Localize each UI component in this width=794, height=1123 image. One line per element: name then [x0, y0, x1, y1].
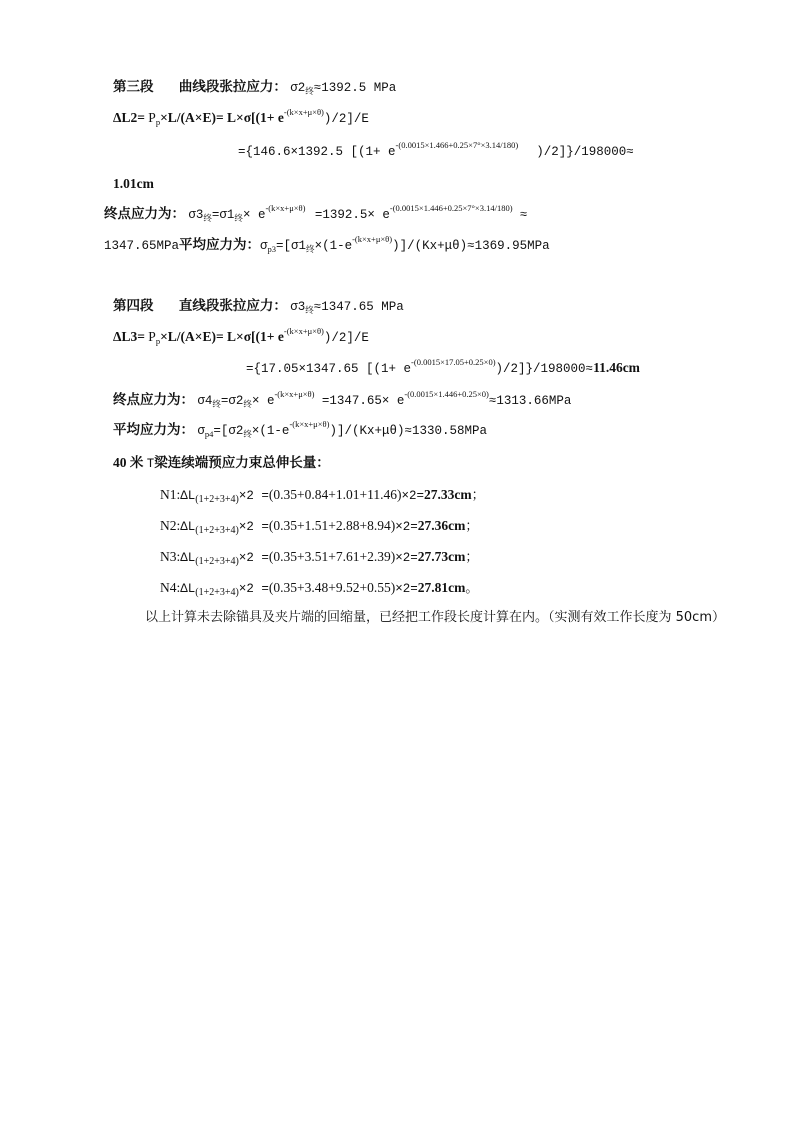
sec4-avg-end: )]/(Kx+μθ)≈1330.58MPa: [329, 424, 487, 438]
sec4-end-calc: =1347.65× e: [321, 394, 405, 408]
row-tail: ；: [465, 519, 479, 534]
sec3-end-calc: =1392.5× e: [314, 208, 390, 222]
sec4-sigma: σ3: [290, 300, 306, 314]
sec4-result: 11.46cm: [593, 360, 640, 375]
sec3-avg-sub2: 终: [306, 244, 315, 254]
sec4-p-sub: p: [155, 336, 161, 346]
sec4-dl-exp: -(k×x+μ×θ): [283, 326, 324, 336]
sec3-avg-label: 平均应力为：: [179, 237, 261, 253]
sec3-sigma-sub: 终: [305, 86, 314, 96]
sec3-dl-end: )/2]/E: [323, 112, 369, 126]
row-name: N2:: [160, 518, 181, 533]
sec4-avg-open: =[σ2: [213, 424, 244, 438]
total-row: [160, 486, 485, 505]
sec3-avg-open: =[σ1: [276, 239, 307, 253]
sec3-end-label: 终点应力为：: [104, 206, 185, 222]
row-x2: ×2=: [401, 489, 424, 503]
sec4-avg-stress: [113, 421, 487, 440]
sec4-end-value: ≈1313.66MPa: [488, 394, 572, 408]
sec3-end-exp: -(k×x+μ×θ): [265, 203, 306, 213]
sec4-end-sub2: 终: [243, 399, 252, 409]
sec3-title: 第三段: [113, 79, 154, 95]
sec4-sigma-value: ≈1347.65 MPa: [313, 300, 404, 314]
sec3-end-sigma: σ3: [188, 208, 204, 222]
row-result: 27.36cm: [417, 518, 466, 533]
row-x2: ×2=: [395, 520, 418, 534]
sec3-p: P: [148, 110, 156, 125]
sec4-end-label: 终点应力为：: [113, 392, 194, 408]
sec3-avg-stress: [104, 236, 550, 255]
row-expr: (0.35+3.48+9.52+0.55): [268, 580, 396, 595]
sec4-heading: [113, 297, 404, 316]
sec3-end-approx: ≈: [519, 208, 528, 222]
sec3-calc: [238, 142, 634, 161]
sec4-calc: [246, 359, 640, 378]
row-name: N3:: [160, 549, 181, 564]
row-expr: (0.35+1.51+2.88+8.94): [268, 518, 396, 533]
row-tail: 。: [465, 581, 479, 596]
sec3-end-sub1: 终: [203, 213, 212, 223]
sec4-end-calc-exp: -(0.0015×1.446+0.25×0): [404, 389, 489, 399]
sec4-dl-label: ΔL3=: [113, 329, 149, 344]
sec3-dl-formula: [113, 109, 369, 128]
sec4-calc-start: ={17.05×1347.65 [(1+ e: [246, 362, 412, 376]
sec4-avg-sub: p4: [204, 429, 214, 439]
row-result: 27.81cm: [417, 580, 466, 595]
row-times: ×2 =: [238, 582, 269, 596]
sec4-avg-exp: -(k×x+μ×θ): [289, 419, 330, 429]
row-name: N4:: [160, 580, 181, 595]
sec4-avg-sub2: 终: [243, 429, 252, 439]
row-sub: (1+2+3+4): [195, 556, 239, 567]
sec3-end-eq: =σ1: [211, 208, 235, 222]
sec4-sigma-sub: 终: [305, 305, 314, 315]
total-heading-t: T: [146, 457, 155, 471]
sec4-subtitle: 直线段张拉应力：: [178, 298, 287, 314]
sec3-sigma: σ2: [290, 81, 306, 95]
sec4-end-eq: =σ2: [220, 394, 244, 408]
note-paragraph: 以上计算未去除锚具及夹片端的回缩量，已经把工作段长度计算在内。（实测有效工作长度为 50cm）: [145, 610, 725, 625]
row-expr: (0.35+0.84+1.01+11.46): [268, 487, 402, 502]
sec3-result: 1.01cm: [113, 176, 154, 191]
sec4-end-sub1: 终: [212, 399, 221, 409]
sec4-avg-label: 平均应力为：: [113, 422, 194, 438]
sec4-title: 第四段: [113, 298, 154, 314]
sec4-end-sigma: σ4: [197, 394, 213, 408]
sec3-dl-rest: ×L/(A×E)= L×σ[(1+ e: [160, 110, 284, 125]
total-heading: [113, 454, 330, 473]
sec3-end-sub2: 终: [234, 213, 243, 223]
row-dl: ΔL: [180, 520, 196, 534]
row-tail: ；: [465, 550, 479, 565]
sec4-calc-exp: -(0.0015×17.05+0.25×0): [411, 357, 496, 367]
sec3-result-line: [113, 175, 154, 193]
sec3-calc-end: )/2]}/198000≈: [536, 145, 634, 159]
sec4-end-stress: [113, 391, 571, 410]
sec3-avg-end: )]/(Kx+μθ)≈1369.95MPa: [392, 239, 550, 253]
sec3-sigma-value: ≈1392.5 MPa: [313, 81, 397, 95]
sec3-end-calc-exp: -(0.0015×1.446+0.25×7°×3.14/180): [389, 203, 513, 213]
row-sub: (1+2+3+4): [195, 494, 239, 505]
sec3-subtitle: 曲线段张拉应力：: [178, 79, 287, 95]
row-times: ×2 =: [238, 520, 269, 534]
sec4-end-times: × e: [251, 394, 275, 408]
total-heading-num: 40: [113, 455, 127, 470]
sec3-avg-sub: p3: [267, 244, 277, 254]
total-row: [160, 579, 478, 598]
sec3-avg-exp: -(k×x+μ×θ): [352, 234, 393, 244]
sec4-dl-rest: ×L/(A×E)= L×σ[(1+ e: [160, 329, 284, 344]
sec3-p-sub: p: [155, 117, 161, 127]
sec4-p: P: [148, 329, 156, 344]
sec4-dl-formula: [113, 328, 369, 347]
row-name: N1:: [160, 487, 181, 502]
total-row: [160, 517, 478, 536]
row-sub: (1+2+3+4): [195, 525, 239, 536]
row-sub: (1+2+3+4): [195, 587, 239, 598]
sec3-end-value: 1347.65MPa: [104, 239, 180, 253]
sec3-heading: [113, 78, 396, 97]
sec3-calc-start: ={146.6×1392.5 [(1+ e: [238, 145, 396, 159]
total-heading-unit: 米: [129, 455, 144, 471]
row-times: ×2 =: [238, 551, 269, 565]
sec3-avg-mid: ×(1-e: [314, 239, 353, 253]
sec4-end-exp: -(k×x+μ×θ): [274, 389, 315, 399]
total-row: [160, 548, 478, 567]
sec3-end-stress: [104, 205, 527, 224]
sec3-avg-sigma: σ: [260, 239, 268, 253]
sec3-calc-exp: -(0.0015×1.466+0.25×7°×3.14/180): [395, 140, 519, 150]
row-dl: ΔL: [180, 551, 196, 565]
row-dl: ΔL: [180, 489, 196, 503]
sec3-dl-label: ΔL2=: [113, 110, 149, 125]
row-expr: (0.35+3.51+7.61+2.39): [268, 549, 396, 564]
row-result: 27.73cm: [417, 549, 466, 564]
sec4-avg-mid: ×(1-e: [251, 424, 290, 438]
sec3-end-times: × e: [242, 208, 266, 222]
row-dl: ΔL: [180, 582, 196, 596]
row-tail: ；: [471, 488, 485, 503]
sec3-dl-exp: -(k×x+μ×θ): [283, 107, 324, 117]
sec4-avg-sigma: σ: [197, 424, 205, 438]
sec4-calc-end: )/2]}/198000≈: [495, 362, 594, 376]
row-result: 27.33cm: [423, 487, 472, 502]
row-x2: ×2=: [395, 551, 418, 565]
row-times: ×2 =: [238, 489, 269, 503]
sec4-dl-end: )/2]/E: [323, 331, 369, 345]
total-heading-text: 梁连续端预应力束总伸长量：: [154, 455, 330, 471]
row-x2: ×2=: [395, 582, 418, 596]
